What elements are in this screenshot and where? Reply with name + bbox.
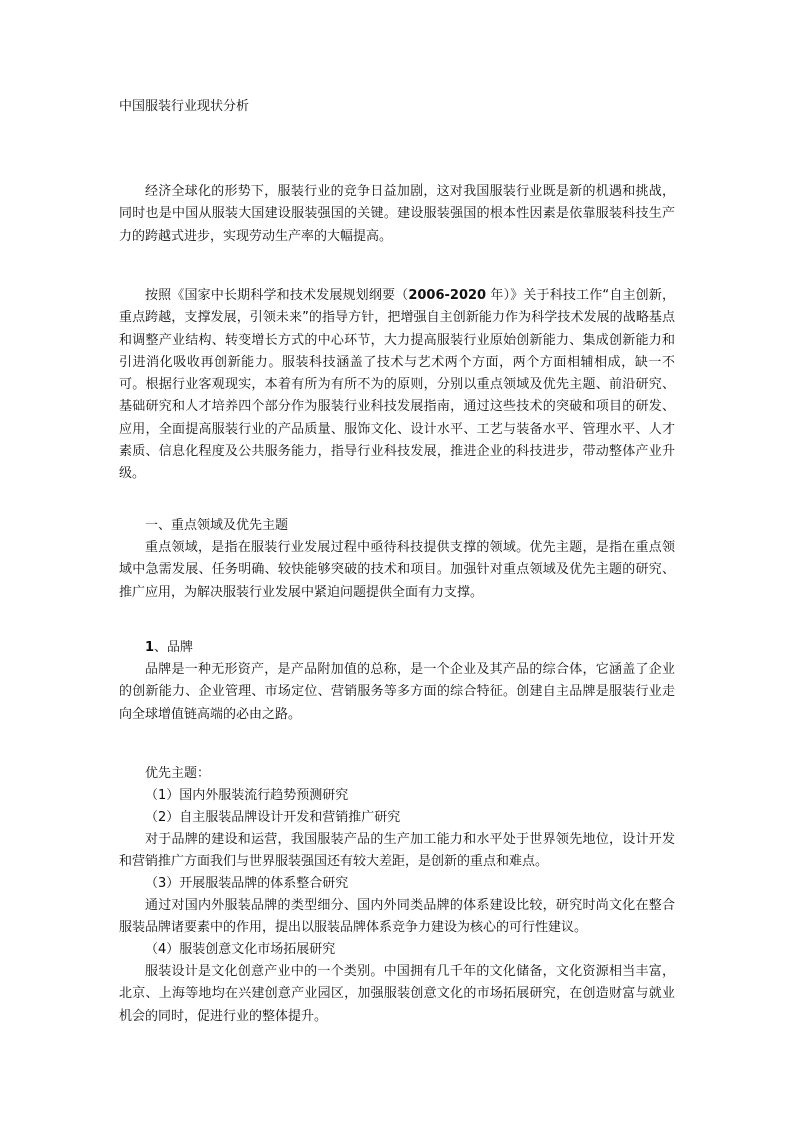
brand-heading-number: 1 [145, 640, 155, 655]
brand-paragraph: 品牌是一种无形资产，是产品附加值的总称，是一个企业及其产品的综合体，它涵盖了企业的创新能力、企业管理、市场定位、营销服务等多方面的综合特征。创建自主品牌是服装行业走向全球增值链高端的必由之路。 [119, 662, 675, 722]
topic-item: （4）服装创意文化市场拓展研究 [145, 942, 336, 957]
intro-paragraph: 经济全球化的形势下，服装行业的竞争日益加剧，这对我国服装行业既是新的机遇和挑战，同时也是中国从服装大国建设服装强国的关键。建设服装强国的根本性因素是依靠服装科技生产力的跨越式进步，实现劳动生产率的大幅提高。 [119, 184, 675, 244]
section1-heading: 一、重点领域及优先主题 [145, 518, 289, 533]
topic2-paragraph: 对于品牌的建设和运营，我国服装产品的生产加工能力和水平处于世界领先地位，设计开发和营销推广方面我们与世界服装强国还有较大差距，是创新的重点和难点。 [119, 832, 675, 870]
topic4-paragraph: 服装设计是文化创意产业中的一个类别。中国拥有几千年的文化储备，文化资源相当丰富，北京、上海等地均在兴建创意产业园区，加强服装创意文化的市场拓展研究，在创造财富与就业机会的同时，促进行业的整体提升。 [119, 964, 675, 1024]
guideline-text-start: 按照《国家中长期科学和技术发展规划纲要（ [145, 288, 409, 303]
document-title: 中国服装行业现状分析 [119, 99, 250, 114]
topic-item: （1）国内外服装流行趋势预测研究 [145, 788, 349, 803]
topic-item: （2）自主服装品牌设计开发和营销推广研究 [145, 810, 401, 825]
brand-heading-text: 、品牌 [154, 640, 194, 655]
guideline-paragraph [119, 285, 675, 486]
guideline-years: 2006-2020 [408, 288, 487, 303]
guideline-text-rest: 年）》关于科技工作“自主创新，重点跨越，支撑发展，引领未来”的指导方针，把增强自主创新能力作为科学技术发展的战略基点和调整产业结构、转变增长方式的中心环节，大力提高服装行业原始创新能力、集成创新能力和引进消化吸收再创新能力。服装科技涵盖了技术与艺术两个方面，两个方面相辅相成，缺一不可。根据行业客观现实，本着有所为有所不为的原则，分别以重点领域及优先主题、前沿研究、基础研究和人才培养四个部分作为服装行业科技发展指南，通过这些技术的突破和项目的研发、应用，全面提高服装行业的产品质量、服饰文化、设计水平、工艺与装备水平、管理水平、人才素质、信息化程度及公共服务能力，指导行业科技发展，推进企业的科技进步，带动整体产业升级。 [119, 288, 675, 482]
priority-label: 优先主题： [145, 766, 211, 781]
brand-heading [119, 637, 675, 659]
topic-item: （3）开展服装品牌的体系整合研究 [145, 876, 349, 891]
topic3-paragraph: 通过对国内外服装品牌的类型细分、国内外同类品牌的体系建设比较，研究时尚文化在整合服装品牌诸要素中的作用，提出以服装品牌体系竞争力建设为核心的可行性建议。 [119, 898, 675, 936]
section1-paragraph: 重点领域，是指在服装行业发展过程中亟待科技提供支撑的领域。优先主题，是指在重点领域中急需发展、任务明确、较快能够突破的技术和项目。加强针对重点领域及优先主题的研究、推广应用，为解决服装行业发展中紧迫问题提供全面有力支撑。 [119, 540, 675, 600]
